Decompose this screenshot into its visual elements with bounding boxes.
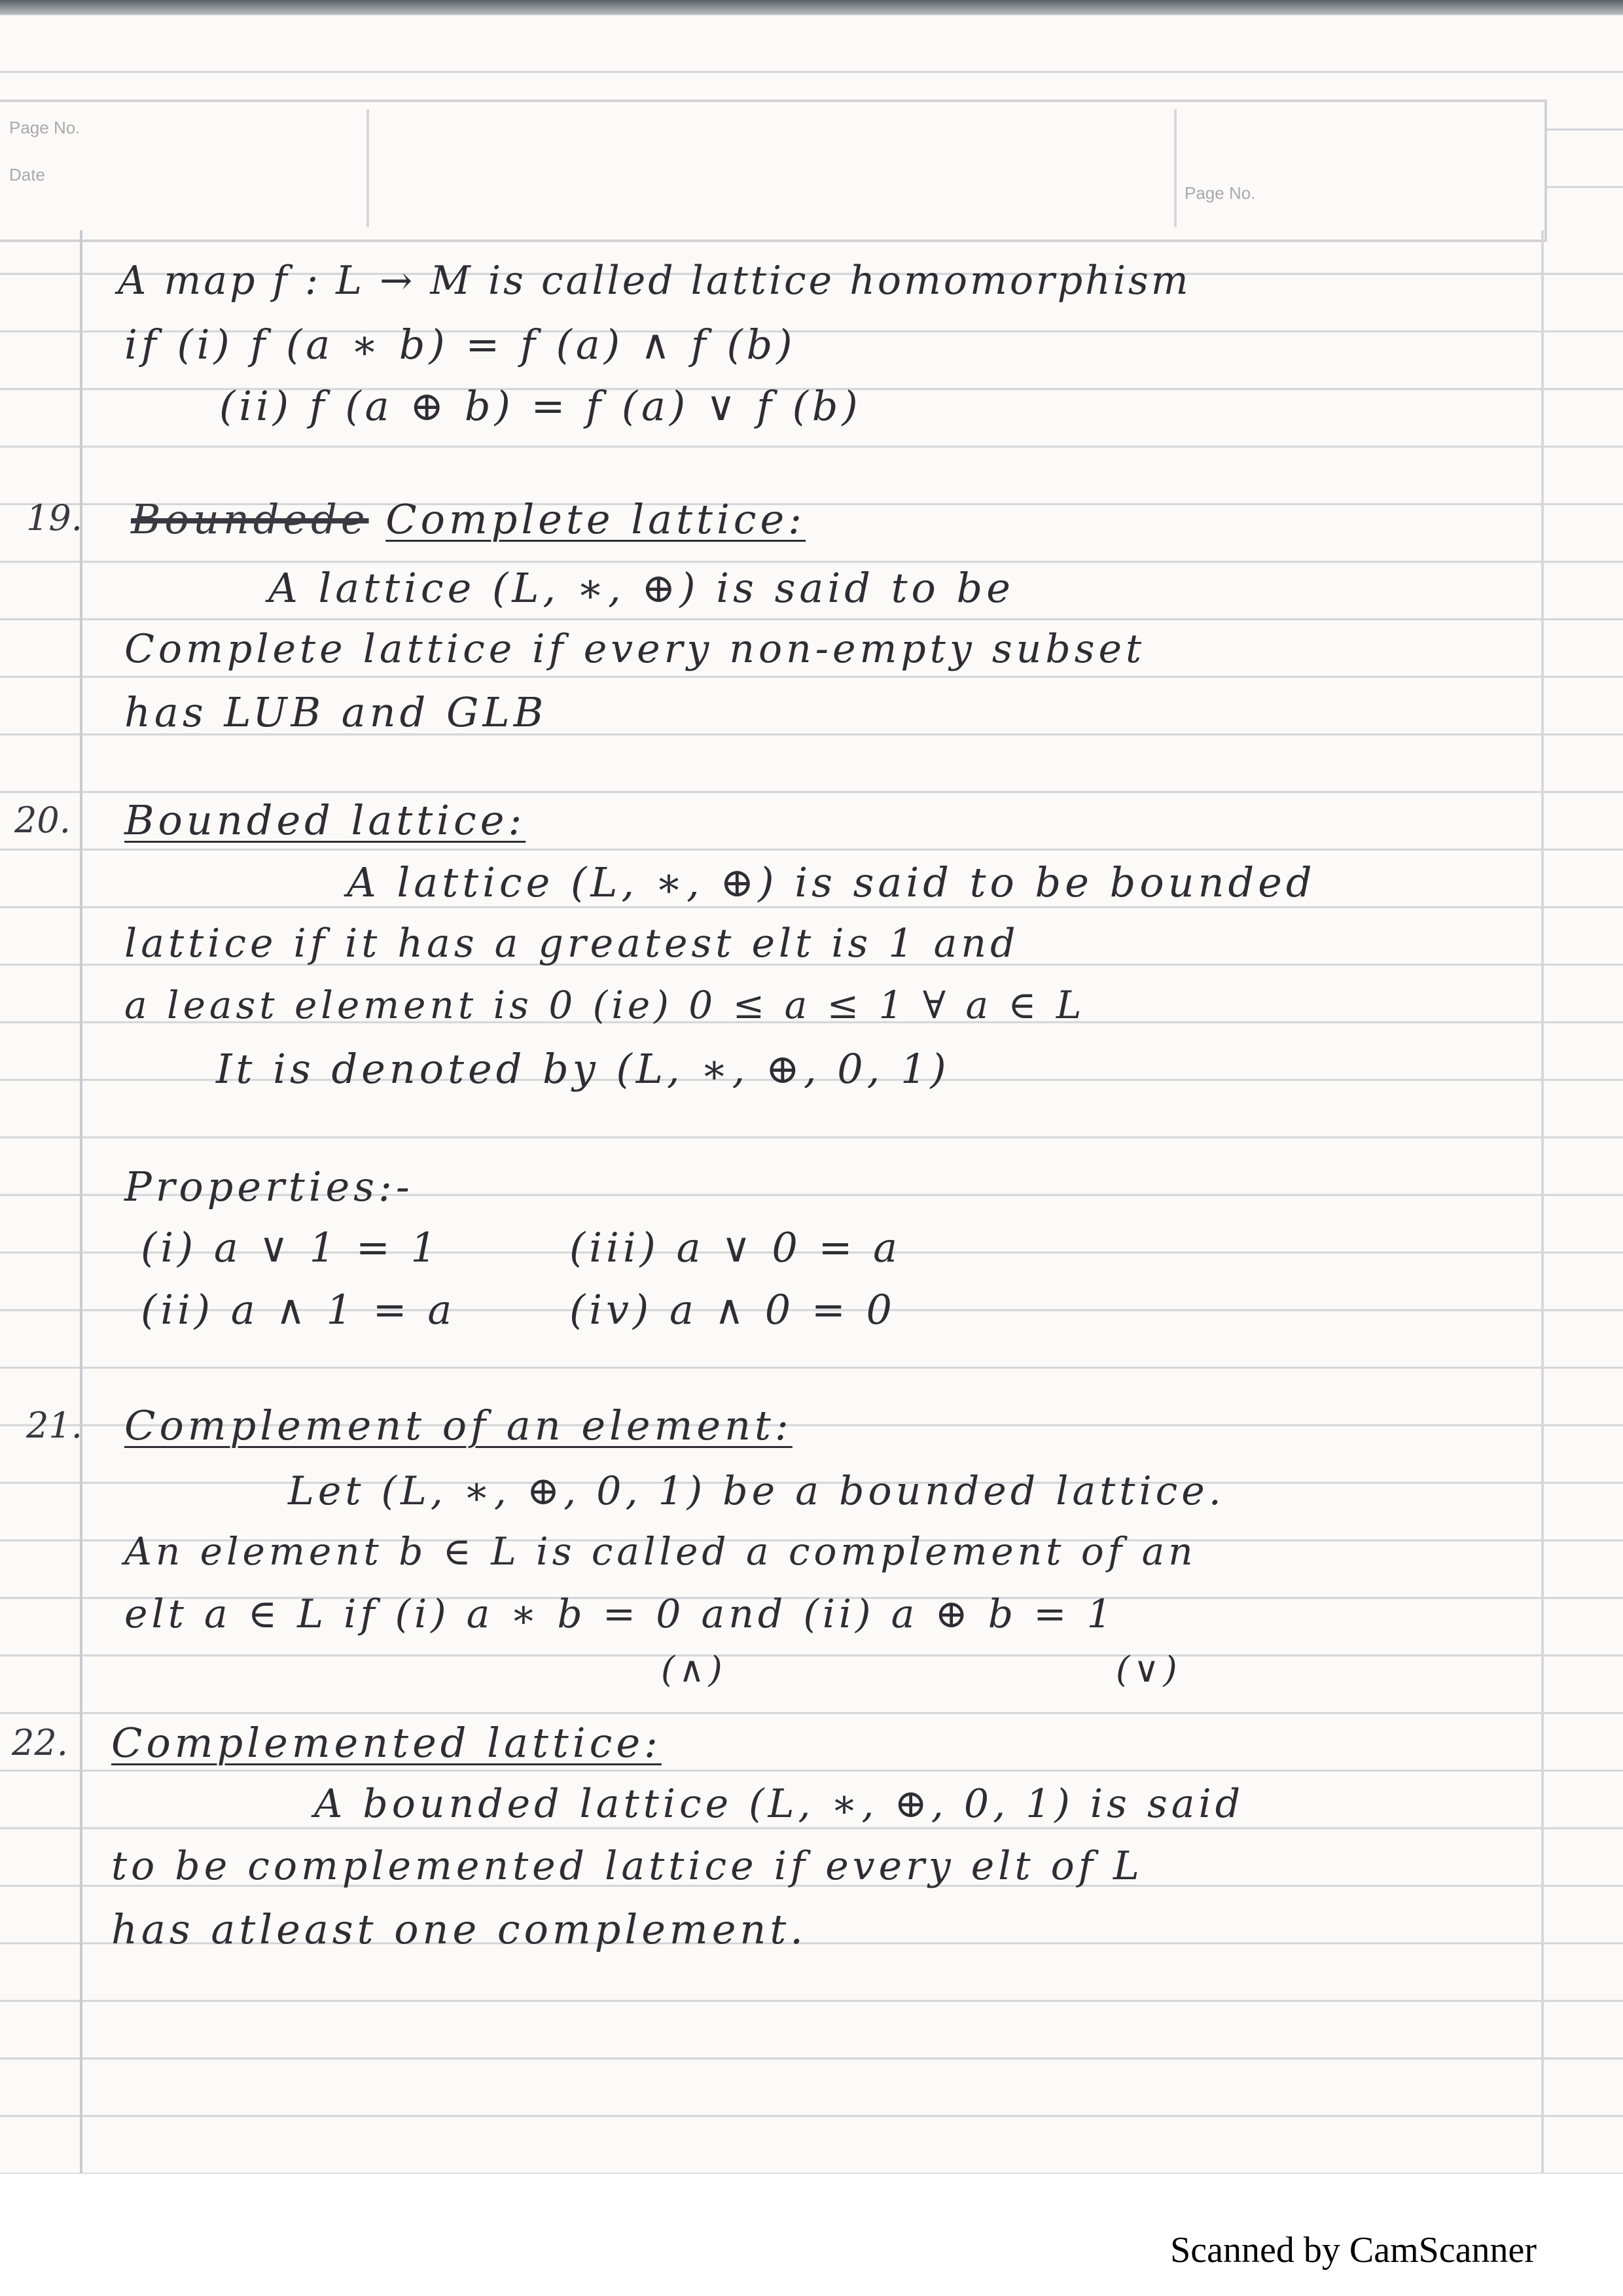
property-2: (ii) a ∧ 1 = a — [141, 1286, 456, 1333]
section-20-line-4: It is denoted by (L, ∗, ⊕, 0, 1) — [216, 1045, 950, 1093]
page-no-label: Page No. — [9, 118, 80, 137]
section-19-line-1: A lattice (L, ∗, ⊕) is said to be — [268, 564, 1014, 612]
section-21-line-2: An element b ∈ L is called a complement of an — [124, 1529, 1197, 1574]
section-22-number: 22. — [12, 1722, 68, 1763]
section-22-line-2: to be complemented lattice if every elt of L — [111, 1843, 1143, 1889]
section-20-line-3: a least element is 0 (ie) 0 ≤ a ≤ 1 ∀ a ∈ L — [124, 983, 1086, 1027]
section-19-heading — [131, 495, 806, 543]
right-margin-line — [1541, 230, 1544, 2193]
section-21-line-1: Let (L, ∗, ⊕, 0, 1) be a bounded lattice. — [288, 1468, 1225, 1514]
page-header-middle-cell — [366, 109, 1177, 227]
properties-heading: Properties:- — [124, 1163, 414, 1210]
struck-out-word: Boundede — [131, 495, 369, 543]
section-22-line-1: A bounded lattice (L, ∗, ⊕, 0, 1) is said — [314, 1781, 1245, 1827]
property-1: (i) a ∨ 1 = 1 — [141, 1224, 440, 1271]
section-19-line-3: has LUB and GLB — [124, 688, 548, 736]
scan-top-edge — [0, 0, 1623, 14]
scan-footer — [0, 2174, 1623, 2296]
section-20-number: 20. — [14, 800, 71, 841]
complete-lattice-heading: Complete lattice: — [385, 495, 806, 543]
complement-heading: Complement of an element: — [124, 1402, 793, 1449]
homomorphism-line-1: A map f : L → M is called lattice homomorphism — [118, 258, 1191, 304]
section-19-number: 19. — [26, 497, 82, 539]
meet-note: (∧) — [661, 1649, 726, 1690]
homomorphism-line-3: (ii) f (a ⊕ b) = f (a) ∨ f (b) — [219, 382, 862, 430]
section-19-line-2: Complete lattice if every non-empty subset — [124, 626, 1146, 672]
date-label: Date — [9, 165, 45, 185]
section-22-line-3: has atleast one complement. — [111, 1905, 807, 1953]
section-21-number: 21. — [26, 1405, 82, 1446]
homomorphism-line-2: if (i) f (a ∗ b) = f (a) ∧ f (b) — [124, 321, 796, 368]
section-20-line-1: A lattice (L, ∗, ⊕) is said to be bounded — [347, 858, 1316, 906]
notebook-page — [0, 14, 1623, 2174]
section-20-line-2: lattice if it has a greatest elt is 1 and — [124, 921, 1020, 966]
property-4: (iv) a ∧ 0 = 0 — [569, 1286, 896, 1333]
complemented-lattice-heading: Complemented lattice: — [111, 1719, 662, 1767]
property-3: (iii) a ∨ 0 = a — [569, 1224, 902, 1271]
camscanner-watermark: Scanned by CamScanner — [1170, 2230, 1537, 2270]
section-21-line-3: elt a ∈ L if (i) a ∗ b = 0 and (ii) a ⊕ b = 1 — [124, 1591, 1116, 1637]
bounded-lattice-heading: Bounded lattice: — [124, 796, 526, 844]
join-note: (∨) — [1116, 1649, 1181, 1690]
page-no-right-label: Page No. — [1185, 183, 1256, 203]
